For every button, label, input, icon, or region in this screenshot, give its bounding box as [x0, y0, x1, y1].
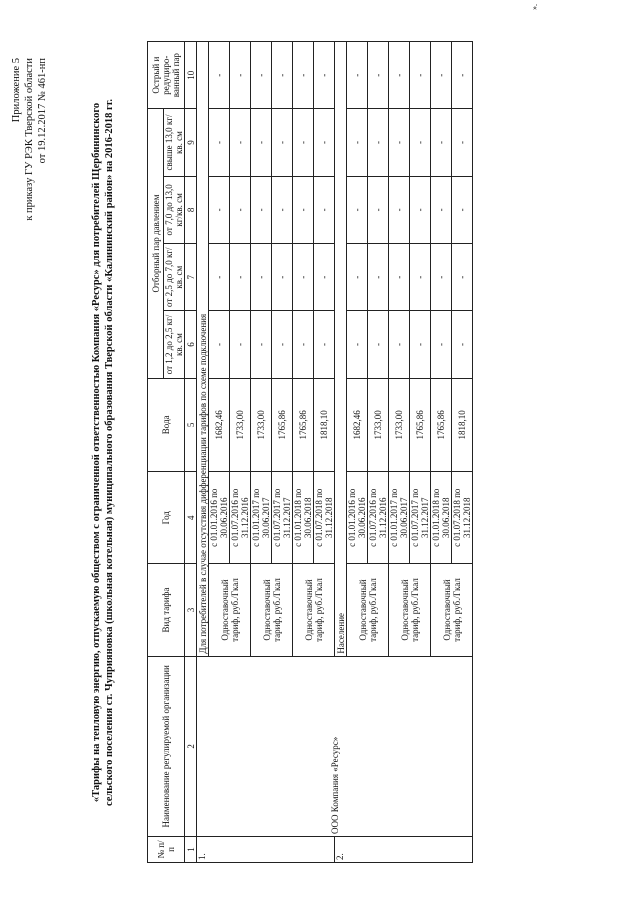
steam-tariff-cell: -	[452, 109, 473, 176]
period-cell: с 01.07.2018 по 31.12.2018	[452, 472, 473, 564]
steam-tariff-cell: -	[272, 244, 293, 311]
steam-tariff-cell: -	[347, 311, 368, 378]
period-cell: с 01.07.2016 по 31.12.2016	[368, 472, 389, 564]
steam-tariff-cell: -	[431, 311, 452, 378]
water-tariff-cell: 1765,86	[272, 378, 293, 471]
title-line-2: сельского поселения ст. Чуприяновка (школьная котельная) муниципального образования Тверской области «Калининский район» на 2016-2018 гг.	[104, 98, 115, 807]
appendix-line-3: от 19.12.2017 № 461-нп	[37, 58, 48, 164]
column-number: 10	[185, 42, 197, 109]
steam-tariff-cell: -	[314, 244, 335, 311]
steam-tariff-cell: -	[251, 244, 272, 311]
period-cell: с 01.01.2018 по 30.06.2018	[431, 472, 452, 564]
column-number-row	[185, 42, 197, 863]
steam-tariff-cell: -	[410, 109, 431, 176]
water-tariff-cell: 1682,46	[347, 378, 368, 471]
steam-tariff-cell: -	[368, 176, 389, 243]
steam-tariff-cell: -	[293, 109, 314, 176]
header-sharp-steam: Острый и редуциро-ванный пар	[148, 42, 185, 109]
tariff-table-body	[197, 42, 473, 863]
steam-tariff-cell: -	[230, 176, 251, 243]
header-num: № п/ п	[148, 836, 185, 862]
section-label: Население	[335, 42, 347, 657]
section-label: Для потребителей в случае отсутствия дифференциации тарифов по схеме подключения	[197, 42, 209, 657]
water-tariff-cell: 1733,00	[368, 378, 389, 471]
period-cell: с 01.01.2016 по 30.06.2016	[209, 472, 230, 564]
steam-tariff-cell: -	[314, 42, 335, 109]
steam-tariff-cell: -	[272, 42, 293, 109]
steam-tariff-cell: -	[293, 244, 314, 311]
header-tariff-type: Вид тарифа	[148, 564, 185, 656]
period-cell: с 01.01.2017 по 30.06.2017	[389, 472, 410, 564]
period-cell: с 01.07.2017 по 31.12.2017	[272, 472, 293, 564]
steam-tariff-cell: -	[389, 176, 410, 243]
steam-tariff-cell: -	[230, 42, 251, 109]
steam-tariff-cell: -	[251, 311, 272, 378]
header-water: Вода	[148, 378, 185, 471]
steam-tariff-cell: -	[452, 311, 473, 378]
steam-tariff-cell: -	[410, 244, 431, 311]
steam-tariff-cell: -	[368, 311, 389, 378]
period-cell: с 01.07.2017 по 31.12.2017	[410, 472, 431, 564]
water-tariff-cell: 1818,10	[314, 378, 335, 471]
steam-tariff-cell: -	[272, 109, 293, 176]
steam-tariff-cell: -	[431, 244, 452, 311]
steam-tariff-cell: -	[347, 42, 368, 109]
header-year: Год	[148, 472, 185, 564]
steam-tariff-cell: -	[452, 176, 473, 243]
steam-tariff-cell: -	[314, 176, 335, 243]
steam-tariff-cell: -	[314, 109, 335, 176]
appendix-header	[10, 58, 49, 221]
period-cell: с 01.07.2016 по 31.12.2016	[230, 472, 251, 564]
steam-tariff-cell: -	[410, 311, 431, 378]
closing-mark: ».	[530, 4, 539, 10]
water-tariff-cell: 1733,00	[230, 378, 251, 471]
column-number: 9	[185, 109, 197, 176]
column-number: 6	[185, 311, 197, 378]
column-number: 3	[185, 564, 197, 656]
header-steam-group: Отборный пар давлением	[148, 109, 164, 378]
section-number: 2.	[335, 836, 473, 862]
column-number: 7	[185, 244, 197, 311]
steam-tariff-cell: -	[431, 42, 452, 109]
steam-tariff-cell: -	[452, 42, 473, 109]
steam-tariff-cell: -	[230, 244, 251, 311]
steam-tariff-cell: -	[230, 311, 251, 378]
steam-tariff-cell: -	[293, 42, 314, 109]
steam-tariff-cell: -	[251, 109, 272, 176]
steam-tariff-cell: -	[209, 176, 230, 243]
steam-tariff-cell: -	[368, 42, 389, 109]
steam-tariff-cell: -	[389, 244, 410, 311]
water-tariff-cell: 1765,86	[431, 378, 452, 471]
steam-tariff-cell: -	[389, 109, 410, 176]
steam-tariff-cell: -	[230, 109, 251, 176]
tariff-type-cell: Одноставочный тариф, руб./Гкал	[347, 564, 389, 656]
header-steam-2: от 2,5 до 7,0 кг/кв. см	[164, 244, 185, 311]
steam-tariff-cell: -	[368, 244, 389, 311]
header-steam-3: от 7,0 до 13,0 кг/кв. см	[164, 176, 185, 243]
water-tariff-cell: 1765,86	[293, 378, 314, 471]
tariff-type-cell: Одноставочный тариф, руб./Гкал	[251, 564, 293, 656]
tariff-type-cell: Одноставочный тариф, руб./Гкал	[209, 564, 251, 656]
appendix-line-1: Приложение 5	[11, 58, 22, 123]
period-cell: с 01.01.2018 по 30.06.2018	[293, 472, 314, 564]
steam-tariff-cell: -	[209, 311, 230, 378]
steam-tariff-cell: -	[272, 311, 293, 378]
steam-tariff-cell: -	[431, 176, 452, 243]
water-tariff-cell: 1682,46	[209, 378, 230, 471]
appendix-line-2: к приказу ГУ РЭК Тверской области	[24, 58, 35, 221]
header-org: Наименование регулируемой организации	[148, 656, 185, 836]
steam-tariff-cell: -	[452, 244, 473, 311]
section-number: 1.	[197, 836, 335, 862]
header-steam-1: от 1,2 до 2,5 кг/кв. см	[164, 311, 185, 378]
steam-tariff-cell: -	[347, 176, 368, 243]
steam-tariff-cell: -	[347, 109, 368, 176]
steam-tariff-cell: -	[251, 42, 272, 109]
organization-name: ООО Компания «Ресурс»	[197, 656, 473, 836]
steam-tariff-cell: -	[209, 42, 230, 109]
column-number: 1	[185, 836, 197, 862]
water-tariff-cell: 1818,10	[452, 378, 473, 471]
document-title	[90, 60, 116, 845]
steam-tariff-cell: -	[293, 176, 314, 243]
period-cell: с 01.07.2018 по 31.12.2018	[314, 472, 335, 564]
steam-tariff-cell: -	[389, 42, 410, 109]
tariff-table	[147, 41, 473, 863]
header-steam-4: свыше 13,0 кг/кв. см	[164, 109, 185, 176]
column-number: 5	[185, 378, 197, 471]
steam-tariff-cell: -	[410, 176, 431, 243]
column-number: 8	[185, 176, 197, 243]
steam-tariff-cell: -	[431, 109, 452, 176]
water-tariff-cell: 1733,00	[389, 378, 410, 471]
period-cell: с 01.01.2017 по 30.06.2017	[251, 472, 272, 564]
steam-tariff-cell: -	[389, 311, 410, 378]
steam-tariff-cell: -	[209, 244, 230, 311]
title-line-1: «Тарифы на тепловую энергию, отпускаемую обществом с ограниченной ответственностью Компания «Ресурс» для потребителей Щербининского	[91, 102, 102, 803]
steam-tariff-cell: -	[293, 311, 314, 378]
steam-tariff-cell: -	[410, 42, 431, 109]
water-tariff-cell: 1765,86	[410, 378, 431, 471]
steam-tariff-cell: -	[314, 311, 335, 378]
tariff-type-cell: Одноставочный тариф, руб./Гкал	[293, 564, 335, 656]
tariff-type-cell: Одноставочный тариф, руб./Гкал	[431, 564, 473, 656]
steam-tariff-cell: -	[347, 244, 368, 311]
period-cell: с 01.01.2016 по 30.06.2016	[347, 472, 368, 564]
column-number: 2	[185, 656, 197, 836]
steam-tariff-cell: -	[209, 109, 230, 176]
steam-tariff-cell: -	[368, 109, 389, 176]
column-number: 4	[185, 472, 197, 564]
steam-tariff-cell: -	[251, 176, 272, 243]
water-tariff-cell: 1733,00	[251, 378, 272, 471]
tariff-type-cell: Одноставочный тариф, руб./Гкал	[389, 564, 431, 656]
steam-tariff-cell: -	[272, 176, 293, 243]
section-row	[197, 42, 209, 863]
